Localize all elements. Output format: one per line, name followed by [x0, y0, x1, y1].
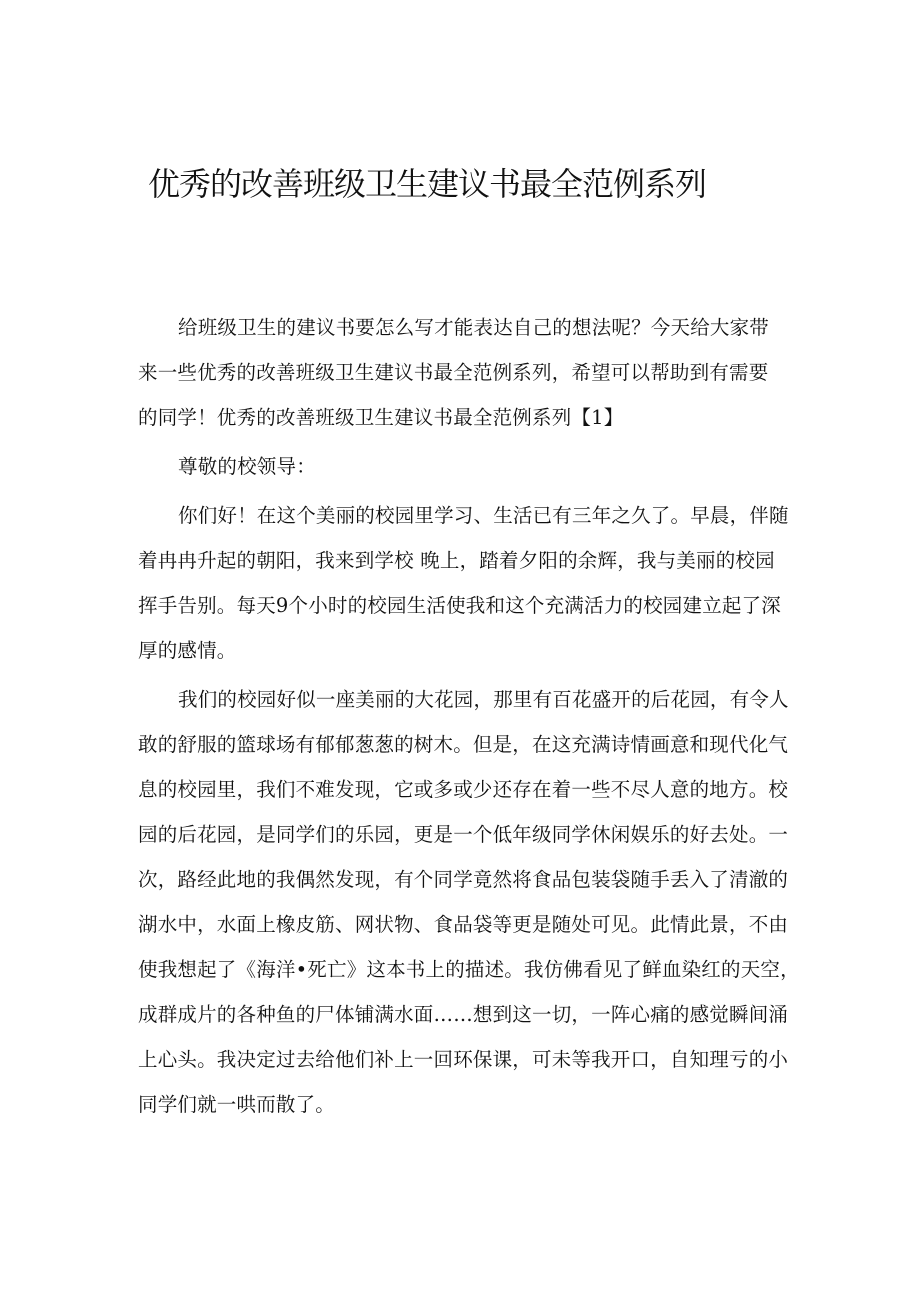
text-line: 着冉冉升起的朝阳，我来到学校 晚上，踏着夕阳的余辉，我与美丽的校园 [138, 549, 775, 572]
text-line: 挥手告别。每天9个小时的校园生活使我和这个充满活力的校园建立起了深 [138, 594, 782, 617]
text-line: 息的校园里，我们不难发现，它或多或少还存在着一些不尽人意的地方。校 [138, 778, 789, 801]
text-line: 厚的感情。 [138, 639, 237, 662]
paragraph-campus [138, 677, 800, 1127]
text-line: 次，路经此地的我偶然发现，有个同学竟然将食品包装袋随手丢入了清澈的 [138, 868, 789, 891]
text-line: 同学们就一哄而散了。 [138, 1093, 336, 1116]
document-title: 优秀的改善班级卫生建议书最全范例系列 [148, 165, 707, 203]
text-line: 成群成片的各种鱼的尸体铺满水面……想到这一切，一阵心痛的感觉瞬间涌 [138, 1003, 789, 1026]
text-line: 来一些优秀的改善班级卫生建议书最全范例系列，希望可以帮助到有需要 [138, 361, 769, 384]
text-line: 上心头。我决定过去给他们补上一回环保课，可未等我开口，自知理亏的小 [138, 1048, 789, 1071]
text-line: 使我想起了《海洋•死亡》这本书上的描述。我仿佛看见了鲜血染红的天空， [138, 958, 800, 981]
text-line: 尊敬的校领导： [178, 455, 316, 478]
text-line: 湖水中，水面上橡皮筋、网状物、食品袋等更是随处可见。此情此景，不由 [138, 913, 789, 936]
text-line: 的同学！优秀的改善班级卫生建议书最全范例系列【1】 [138, 406, 624, 429]
text-line: 给班级卫生的建议书要怎么写才能表达自己的想法呢？今天给大家带 [178, 316, 770, 339]
document-body [138, 305, 800, 1131]
text-line: 敢的舒服的篮球场有郁郁葱葱的树木。但是，在这充满诗情画意和现代化气 [138, 733, 789, 756]
text-line: 你们好！在这个美丽的校园里学习、生活已有三年之久了。早晨，伴随 [178, 504, 789, 527]
paragraph-greeting [138, 493, 790, 673]
text-line: 我们的校园好似一座美丽的大花园，那里有百花盛开的后花园，有令人 [178, 688, 789, 711]
text-line: 园的后花园，是同学们的乐园，更是一个低年级同学休闲娱乐的好去处。一 [138, 823, 789, 846]
paragraph-intro [138, 305, 790, 440]
paragraph-salutation [138, 444, 790, 489]
